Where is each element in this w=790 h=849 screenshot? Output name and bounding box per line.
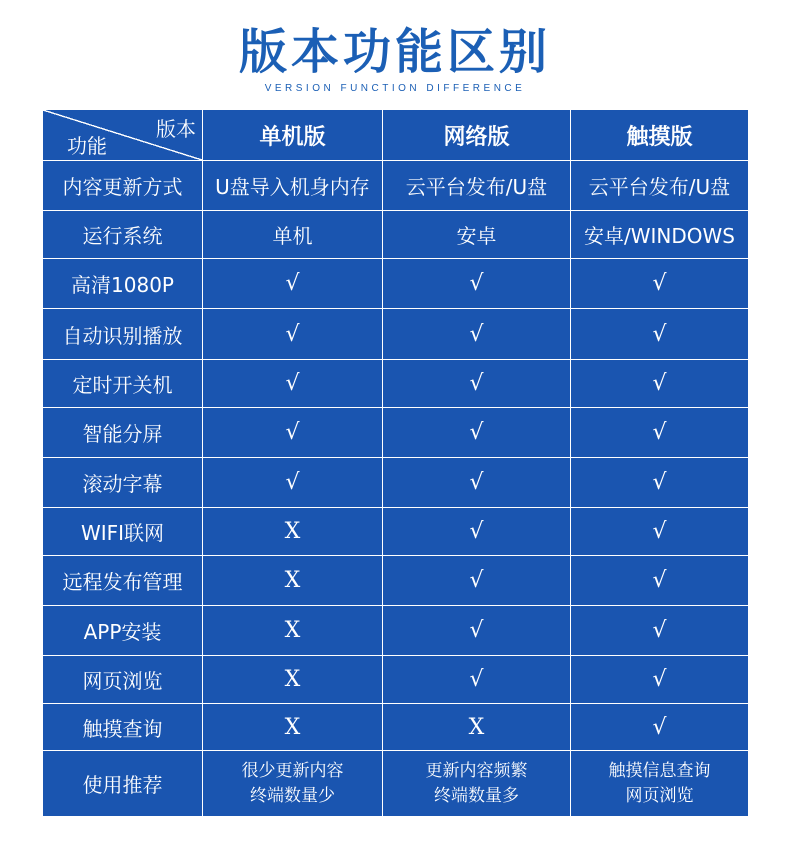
recommend-line: 触摸信息查询: [608, 760, 711, 781]
check-mark: √: [571, 408, 748, 458]
check-mark: √: [383, 259, 571, 309]
row-label-update-method: 内容更新方式: [43, 161, 203, 211]
check-mark: √: [203, 408, 383, 458]
recommend-line: 很少更新内容: [241, 760, 344, 781]
check-mark: √: [571, 309, 748, 360]
check-mark: √: [203, 360, 383, 408]
row-label-auto-play: 自动识别播放: [43, 309, 203, 360]
column-header-standalone: 单机版: [203, 110, 383, 161]
row-label-web-browsing: 网页浏览: [43, 656, 203, 704]
cross-mark: X: [203, 508, 383, 556]
check-mark: √: [383, 508, 571, 556]
check-mark: √: [383, 458, 571, 508]
row-label-os: 运行系统: [43, 211, 203, 259]
recommend-cell-standalone: [203, 751, 383, 816]
check-mark: √: [383, 656, 571, 704]
check-mark: √: [571, 508, 748, 556]
check-mark: √: [571, 259, 748, 309]
check-mark: √: [203, 259, 383, 309]
row-label-wifi: WIFI联网: [43, 508, 203, 556]
recommend-cell-touch: [571, 751, 748, 816]
row-label-hd-1080p: 高清1080P: [43, 259, 203, 309]
check-mark: √: [571, 556, 748, 606]
row-label-recommend: 使用推荐: [43, 751, 203, 816]
check-mark: √: [571, 360, 748, 408]
check-mark: √: [571, 458, 748, 508]
check-mark: √: [383, 309, 571, 360]
corner-version-label: 版本: [156, 117, 196, 141]
check-mark: √: [383, 556, 571, 606]
check-mark: √: [203, 458, 383, 508]
check-mark: √: [571, 704, 748, 751]
check-mark: √: [571, 656, 748, 704]
row-label-touch-query: 触摸查询: [43, 704, 203, 751]
recommend-line: 更新内容频繁: [425, 760, 528, 781]
cross-mark: X: [203, 704, 383, 751]
cross-mark: X: [203, 556, 383, 606]
check-mark: √: [383, 408, 571, 458]
recommend-cell-network: [383, 751, 571, 816]
check-mark: √: [203, 309, 383, 360]
column-header-network: 网络版: [383, 110, 571, 161]
row-label-scrolling-caption: 滚动字幕: [43, 458, 203, 508]
table-cell: 云平台发布/U盘: [383, 161, 571, 211]
column-header-touch: 触摸版: [571, 110, 748, 161]
cross-mark: X: [383, 704, 571, 751]
page-title: 版本功能区别: [238, 24, 551, 80]
table-cell: 云平台发布/U盘: [571, 161, 748, 211]
recommend-line: 终端数量少: [250, 785, 335, 806]
comparison-table: [43, 110, 748, 816]
recommend-line: 终端数量多: [434, 785, 519, 806]
row-label-app-install: APP安装: [43, 606, 203, 656]
table-cell: 安卓: [383, 211, 571, 259]
page-subtitle: VERSION FUNCTION DIFFERENCE: [264, 83, 526, 94]
corner-function-label: 功能: [67, 134, 107, 158]
row-label-remote-publish: 远程发布管理: [43, 556, 203, 606]
check-mark: √: [571, 606, 748, 656]
row-label-split-screen: 智能分屏: [43, 408, 203, 458]
cross-mark: X: [203, 656, 383, 704]
corner-header-cell: [43, 110, 203, 161]
recommend-line: 网页浏览: [625, 785, 694, 806]
table-cell: U盘导入机身内存: [203, 161, 383, 211]
row-label-scheduled-power: 定时开关机: [43, 360, 203, 408]
table-cell: 安卓/WINDOWS: [571, 211, 748, 259]
check-mark: √: [383, 606, 571, 656]
table-cell: 单机: [203, 211, 383, 259]
cross-mark: X: [203, 606, 383, 656]
check-mark: √: [383, 360, 571, 408]
